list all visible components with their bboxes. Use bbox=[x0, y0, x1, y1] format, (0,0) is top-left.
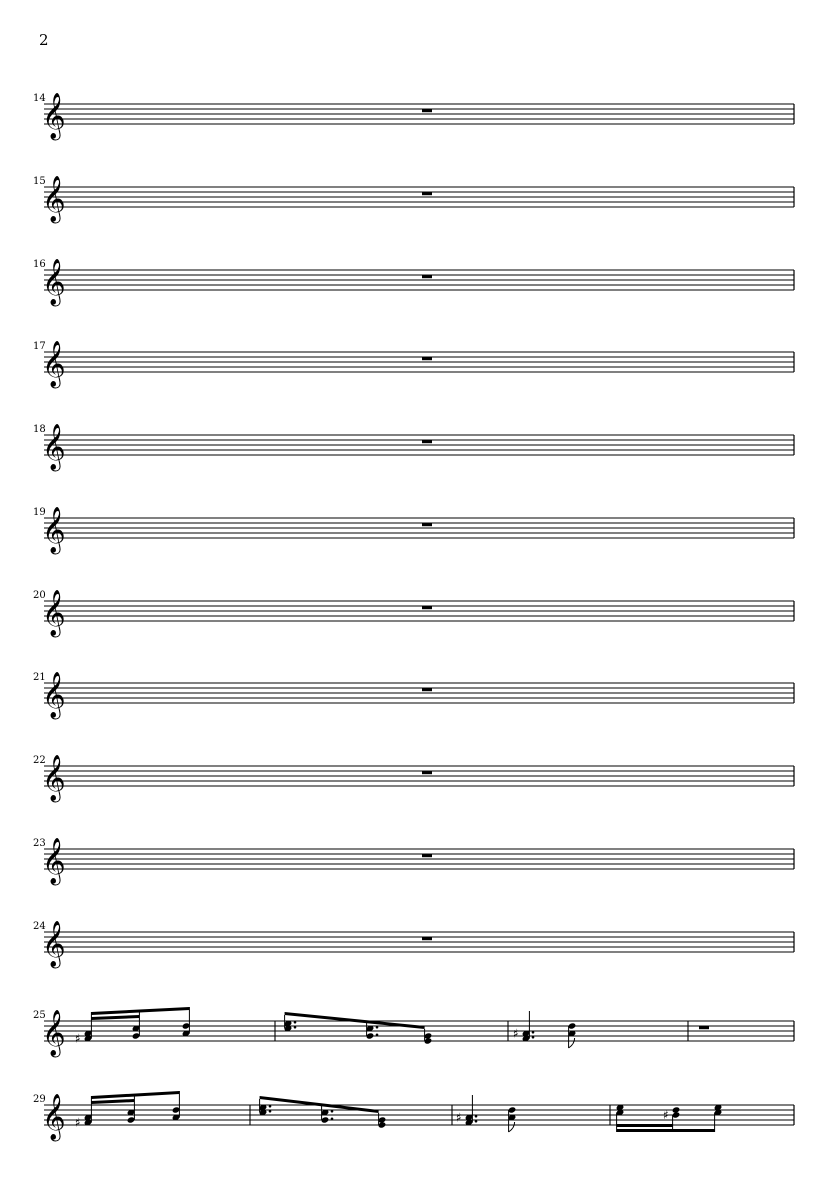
notehead bbox=[672, 1106, 681, 1113]
beam bbox=[617, 1124, 673, 1127]
augmentation-dot bbox=[376, 1026, 379, 1029]
augmentation-dot bbox=[532, 1036, 535, 1039]
measure-number: 22 bbox=[33, 755, 46, 766]
treble-clef-icon: 𝄞 bbox=[42, 590, 66, 636]
whole-rest-icon bbox=[422, 440, 432, 443]
rest-system bbox=[33, 838, 794, 886]
treble-clef-icon: 𝄞 bbox=[42, 1094, 66, 1140]
music-system bbox=[33, 1007, 794, 1058]
augmentation-dot bbox=[269, 1105, 272, 1108]
treble-clef-icon: 𝄞 bbox=[42, 176, 66, 222]
sharp-icon: ♯ bbox=[513, 1026, 519, 1041]
augmentation-dot bbox=[475, 1115, 478, 1118]
augmentation-dot bbox=[269, 1110, 272, 1113]
augmentation-dot bbox=[376, 1033, 379, 1036]
beam bbox=[91, 1015, 139, 1020]
measure-number: 19 bbox=[33, 507, 46, 518]
whole-rest-icon bbox=[422, 275, 432, 278]
sharp-icon: ♯ bbox=[75, 1115, 81, 1130]
treble-clef-icon: 𝄞 bbox=[42, 755, 66, 801]
measure-number: 21 bbox=[33, 672, 46, 683]
treble-clef-icon: 𝄞 bbox=[42, 93, 66, 139]
augmentation-dot bbox=[294, 1021, 297, 1024]
treble-clef-icon: 𝄞 bbox=[42, 341, 66, 387]
whole-rest-icon bbox=[422, 771, 432, 774]
measure-number: 16 bbox=[33, 259, 46, 270]
whole-rest-icon bbox=[422, 523, 432, 526]
whole-rest-icon bbox=[422, 357, 432, 360]
measure-number: 29 bbox=[33, 1094, 46, 1105]
treble-clef-icon: 𝄞 bbox=[42, 259, 66, 305]
flag bbox=[509, 1122, 515, 1132]
augmentation-dot bbox=[532, 1031, 535, 1034]
flag bbox=[569, 1038, 575, 1048]
whole-rest-icon bbox=[422, 109, 432, 112]
treble-clef-icon: 𝄞 bbox=[42, 507, 66, 553]
rest-system bbox=[33, 93, 794, 141]
measure-number: 14 bbox=[33, 93, 46, 104]
treble-clef-icon: 𝄞 bbox=[42, 672, 66, 718]
treble-clef-icon: 𝄞 bbox=[42, 424, 66, 470]
treble-clef-icon: 𝄞 bbox=[42, 1010, 66, 1056]
rest-system bbox=[33, 590, 794, 638]
rest-system bbox=[33, 341, 794, 389]
music-system bbox=[33, 1091, 794, 1142]
measure-number: 18 bbox=[33, 424, 46, 435]
sharp-icon: ♯ bbox=[75, 1031, 81, 1046]
measure-number: 15 bbox=[33, 176, 46, 187]
rest-system bbox=[33, 507, 794, 555]
treble-clef-icon: 𝄞 bbox=[42, 838, 66, 884]
whole-rest-icon bbox=[699, 1026, 709, 1029]
rest-system bbox=[33, 424, 794, 472]
sharp-icon: ♯ bbox=[663, 1108, 669, 1122]
whole-rest-icon bbox=[422, 192, 432, 195]
measure-number: 23 bbox=[33, 838, 46, 849]
beam bbox=[91, 1007, 189, 1015]
whole-rest-icon bbox=[422, 854, 432, 857]
sharp-icon: ♯ bbox=[456, 1110, 462, 1125]
beam bbox=[617, 1129, 715, 1132]
whole-rest-icon bbox=[422, 937, 432, 940]
whole-rest-icon bbox=[422, 688, 432, 691]
treble-clef-icon: 𝄞 bbox=[42, 921, 66, 967]
beam bbox=[91, 1091, 179, 1099]
rest-system bbox=[33, 672, 794, 720]
rest-system bbox=[33, 176, 794, 224]
measure-number: 24 bbox=[33, 921, 46, 932]
augmentation-dot bbox=[475, 1120, 478, 1123]
page-number: 2 bbox=[39, 31, 49, 49]
measure-number: 25 bbox=[33, 1010, 46, 1021]
rest-system bbox=[33, 755, 794, 803]
augmentation-dot bbox=[331, 1117, 334, 1120]
measure-number: 17 bbox=[33, 341, 46, 352]
augmentation-dot bbox=[294, 1026, 297, 1029]
beam bbox=[91, 1099, 134, 1104]
measure-number: 20 bbox=[33, 590, 46, 601]
augmentation-dot bbox=[331, 1110, 334, 1113]
rest-system bbox=[33, 921, 794, 969]
whole-rest-icon bbox=[422, 606, 432, 609]
rest-system bbox=[33, 259, 794, 307]
